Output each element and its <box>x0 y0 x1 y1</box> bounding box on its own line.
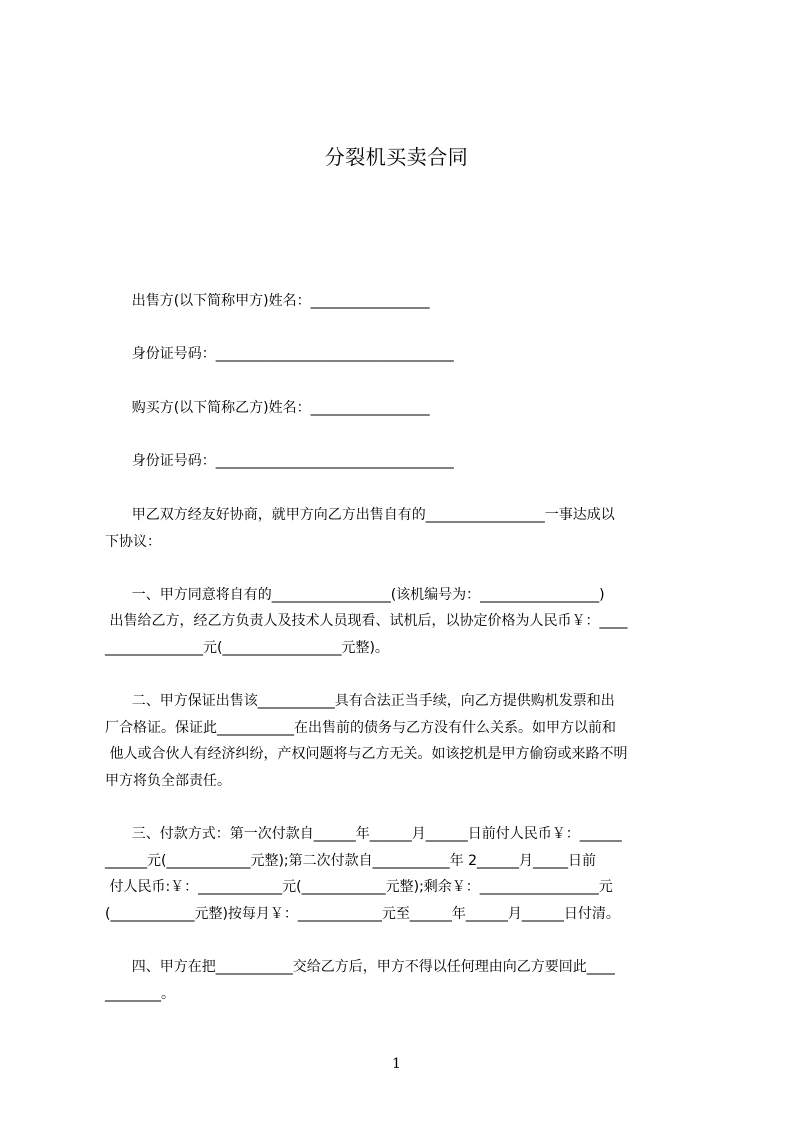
clause-2-line-3: 他人或合伙人有经济纠纷，产权问题将与乙方无关。如该挖机是甲方偷窃或来路不明 <box>105 746 628 762</box>
seller-name-line: 出售方(以下简称甲方)姓名：_________________ <box>105 293 430 309</box>
buyer-id-line: 身份证号码：__________________________________ <box>105 453 454 469</box>
clause-1-line-2: 出售给乙方，经乙方负责人及技术人员现看、试机后，以协定价格为人民币￥：____ <box>105 613 628 629</box>
buyer-name-line: 购买方(以下简称乙方)姓名：_________________ <box>105 400 430 416</box>
clause-1-line-1: 一、甲方同意将自有的_________________(该机编号为：_________________) <box>105 587 605 603</box>
intro-paragraph-line-2: 下协议： <box>105 534 161 550</box>
clause-4-line-2: ________。 <box>105 986 175 1002</box>
clause-4-line-1: 四、甲方在把___________交给乙方后，甲方不得以任何理由向乙方要回此____ <box>105 959 615 975</box>
clause-3-line-2: ______元(____________元整);第二次付款自___________年 2______月_____日前 <box>105 853 596 869</box>
clause-2-line-2: 厂合格证。保证此___________在出售前的债务与乙方没有什么关系。如甲方以前和 <box>105 720 616 736</box>
clause-3-line-3: 付人民币:￥：____________元(____________元整);剩余￥：_________________元 <box>105 879 613 895</box>
clause-2-line-4: 甲方将负全部责任。 <box>105 773 231 789</box>
clause-3-line-1: 三、付款方式：第一次付款自______年______月______日前付人民币￥：______ <box>105 826 622 842</box>
clause-2-line-1: 二、甲方保证出售该___________具有合法正当手续，向乙方提供购机发票和出 <box>105 693 615 709</box>
page-number: 1 <box>392 1056 401 1072</box>
document-title: 分裂机买卖合同 <box>324 145 469 169</box>
clause-1-line-3: ______________元(_________________元整)。 <box>105 640 389 656</box>
seller-id-line: 身份证号码：__________________________________ <box>105 346 454 362</box>
clause-3-line-4: (____________元整)按每月￥：____________元至______年______月______日付清。 <box>105 906 620 922</box>
intro-paragraph-line-1: 甲乙双方经友好协商，就甲方向乙方出售自有的_________________一事达成以 <box>105 507 615 523</box>
